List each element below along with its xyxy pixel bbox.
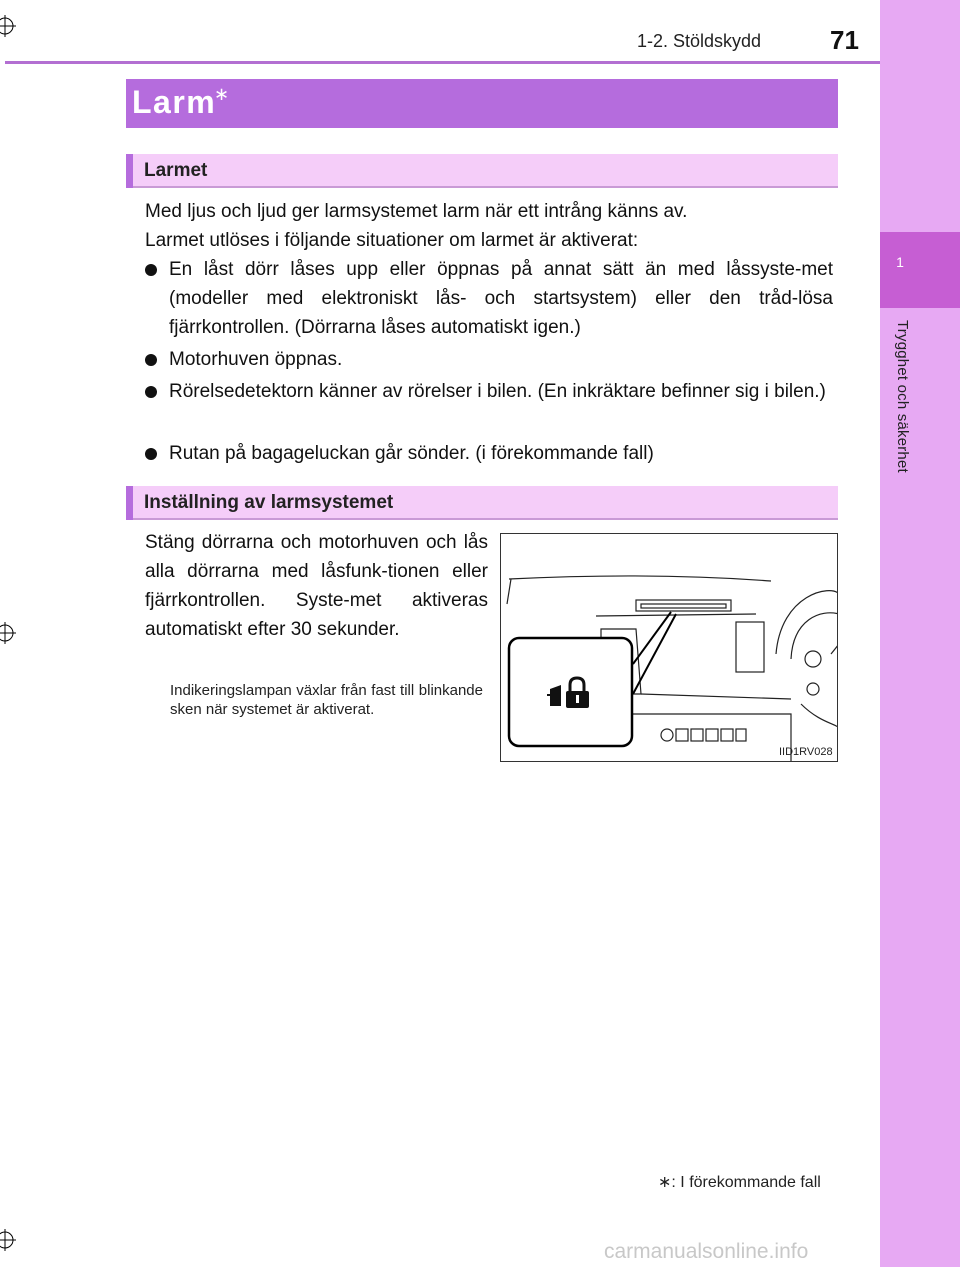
list-item-text: Motorhuven öppnas. xyxy=(169,349,343,370)
title-band xyxy=(126,79,838,128)
bullet-icon xyxy=(145,386,157,398)
dashboard-drawing xyxy=(501,534,838,762)
security-indicator-lock-icon xyxy=(546,674,596,714)
header-rule xyxy=(5,61,880,64)
page-number: 71 xyxy=(830,25,859,55)
registration-mark-icon xyxy=(0,15,16,37)
list-item-text: Rutan på bagageluckan går sönder. (i förekommande fall) xyxy=(169,443,654,464)
illustration-code: IID1RV028 xyxy=(779,746,833,758)
chapter-number: 1 xyxy=(896,254,904,270)
watermark: carmanualsonline.info xyxy=(604,1240,809,1263)
dashboard-illustration xyxy=(500,533,838,762)
registration-mark-icon xyxy=(0,1229,16,1251)
chapter-title: Trygghet och säkerhet xyxy=(894,320,911,473)
list-item xyxy=(145,345,833,374)
page-title: Larm xyxy=(132,84,217,120)
list-item-text: Rörelsedetektorn känner av rörelser i bilen. (En inkräktare befinner sig i bilen.) xyxy=(169,381,826,402)
intro-line: Med ljus och ljud ger larmsystemet larm när ett intrång känns av. xyxy=(145,201,688,222)
list-item xyxy=(145,255,833,342)
list-item-text: En låst dörr låses upp eller öppnas på annat sätt än med låssyste-met (modeller med elektroniskt lås- och startsystem) eller den tråd-lösa fjärrkontrollen. (Dörrarna låses automatiskt igen.) xyxy=(169,259,833,338)
list-item xyxy=(145,377,833,406)
intro-line: Larmet utlöses i följande situationer om larmet är aktiverat: xyxy=(145,230,639,251)
section-heading-label: Larmet xyxy=(144,160,208,181)
footnote: ∗: I förekommande fall xyxy=(658,1174,821,1191)
note-paragraph: Indikeringslampan växlar från fast till blinkande sken när systemet är aktiverat. xyxy=(170,682,483,718)
running-header: 1-2. Stöldskydd xyxy=(637,31,762,51)
section-heading-installning xyxy=(126,486,838,520)
section-heading-larmet xyxy=(126,154,838,188)
chapter-sidebar xyxy=(880,0,960,1267)
section-marker xyxy=(126,486,133,520)
chapter-tab xyxy=(880,232,960,308)
bullet-icon xyxy=(145,354,157,366)
list-item xyxy=(145,439,833,468)
body-paragraph: Stäng dörrarna och motorhuven och lås alla dörrarna med låsfunk-tionen eller fjärrkontrollen. Syste-met aktiveras automatiskt efter 30 sekunder. xyxy=(145,532,488,640)
title-footnote-marker: ∗ xyxy=(214,84,230,104)
bullet-icon xyxy=(145,264,157,276)
section-marker xyxy=(126,154,133,188)
section-heading-label: Inställning av larmsystemet xyxy=(144,492,394,513)
bullet-icon xyxy=(145,448,157,460)
registration-mark-icon xyxy=(0,622,16,644)
